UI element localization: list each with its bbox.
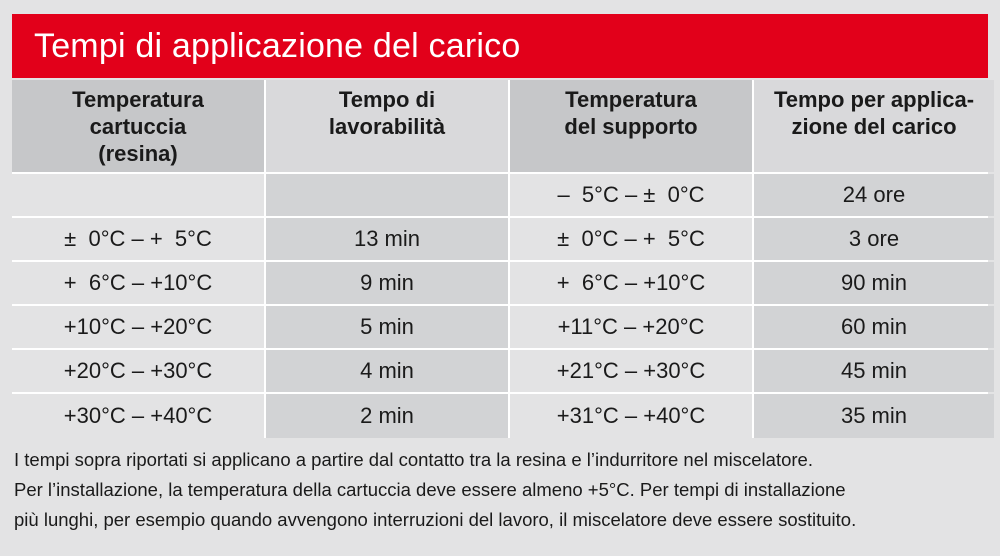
- table-cell: 24 ore: [754, 174, 994, 216]
- table-cell: +11°C – +20°C: [510, 306, 752, 348]
- table-cell: [12, 174, 264, 216]
- header-cartridge-temperature: Temperatura cartuccia (resina): [12, 80, 264, 172]
- table-cell: 13 min: [266, 218, 508, 260]
- header-load-time: Tempo per applica- zione del carico: [754, 80, 994, 172]
- table-cell: +31°C – +40°C: [510, 394, 752, 438]
- table-cell: 60 min: [754, 306, 994, 348]
- table-cell: + 6°C – +10°C: [12, 262, 264, 304]
- table-cell: +21°C – +30°C: [510, 350, 752, 392]
- table-cell: 3 ore: [754, 218, 994, 260]
- table-cell: [266, 174, 508, 216]
- footnote-line: Per l’installazione, la temperatura della cartuccia deve essere almeno +5°C. Per tempi di installazione: [14, 479, 846, 500]
- table-cell: 2 min: [266, 394, 508, 438]
- header-working-time: Tempo di lavorabilità: [266, 80, 508, 172]
- footnote: [14, 445, 989, 535]
- header-substrate-temperature: Temperatura del supporto: [510, 80, 752, 172]
- table-cell: 9 min: [266, 262, 508, 304]
- load-time-table: [12, 80, 988, 438]
- table-cell: ± 0°C – + 5°C: [12, 218, 264, 260]
- table-cell: +20°C – +30°C: [12, 350, 264, 392]
- table-cell: ± 0°C – + 5°C: [510, 218, 752, 260]
- table-cell: +30°C – +40°C: [12, 394, 264, 438]
- table-cell: 4 min: [266, 350, 508, 392]
- table-cell: 90 min: [754, 262, 994, 304]
- table-cell: +10°C – +20°C: [12, 306, 264, 348]
- table-title: Tempi di applicazione del carico: [12, 14, 988, 78]
- table-cell: 5 min: [266, 306, 508, 348]
- table-cell: + 6°C – +10°C: [510, 262, 752, 304]
- footnote-line: più lunghi, per esempio quando avvengono interruzioni del lavoro, il miscelatore deve essere sostituito.: [14, 509, 857, 530]
- table-cell: – 5°C – ± 0°C: [510, 174, 752, 216]
- footnote-line: I tempi sopra riportati si applicano a partire dal contatto tra la resina e l’indurritore nel miscelatore.: [14, 449, 813, 470]
- table-cell: 35 min: [754, 394, 994, 438]
- table-cell: 45 min: [754, 350, 994, 392]
